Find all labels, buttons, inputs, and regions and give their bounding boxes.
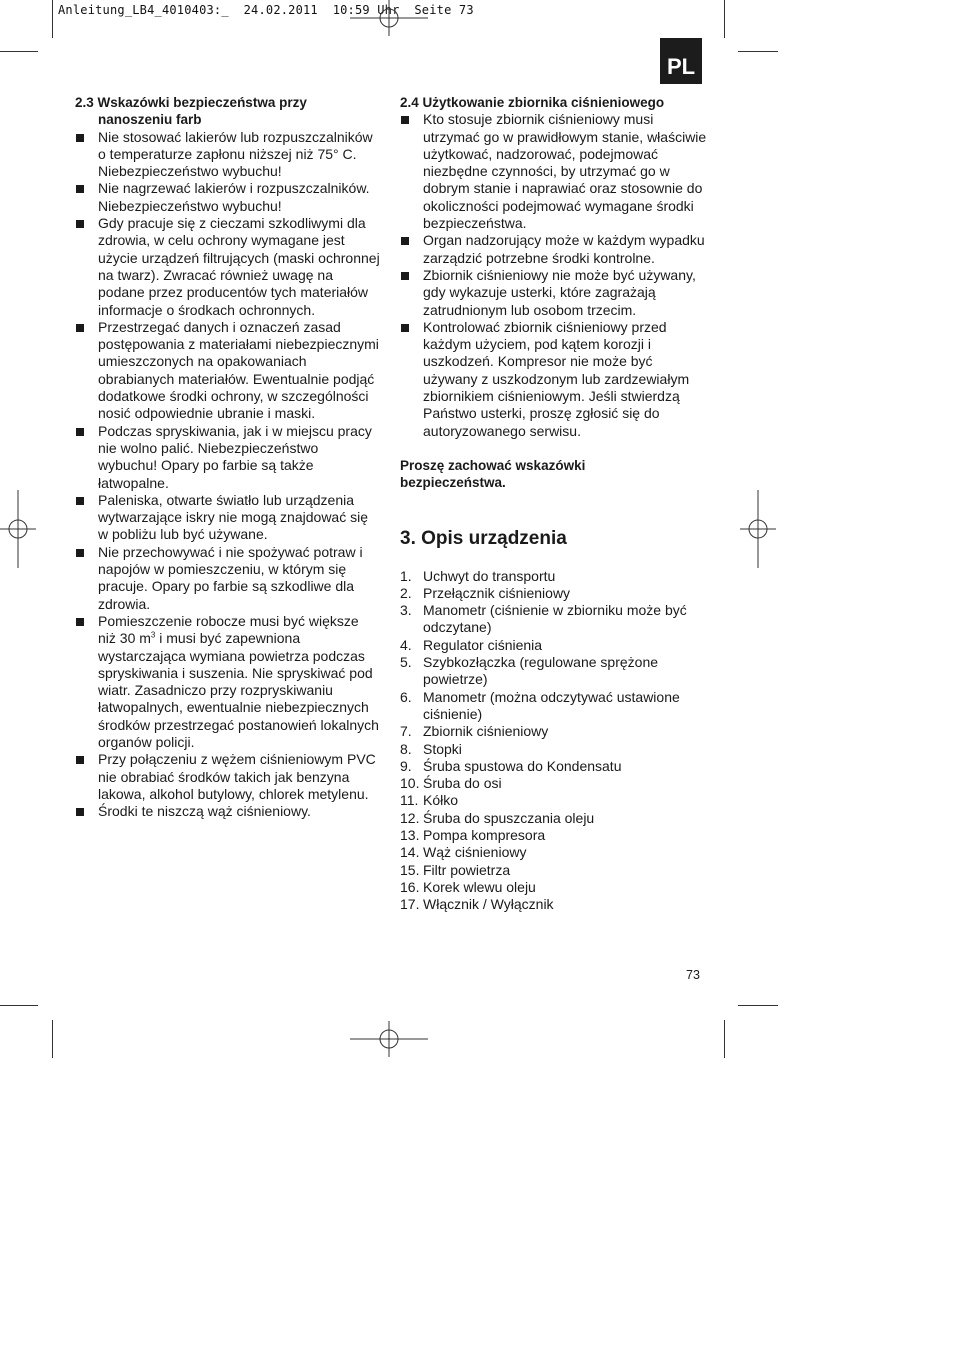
registration-mark-icon (350, 1021, 428, 1057)
parts-item-number: 4. (400, 636, 412, 653)
parts-item-number: 16. (400, 878, 420, 895)
bullet-square-icon (76, 428, 84, 436)
crop-mark (52, 0, 53, 38)
parts-item-number: 15. (400, 861, 420, 878)
crop-mark (738, 51, 778, 52)
bullet-square-icon (401, 272, 409, 280)
bullet-item (75, 215, 380, 319)
parts-item-text: Śruba do spuszczania oleju (423, 809, 595, 826)
bullet-square-icon (76, 549, 84, 557)
parts-item-number: 17. (400, 896, 420, 913)
parts-item-number: 9. (400, 757, 412, 774)
bullet-item (400, 232, 710, 267)
bullet-text: Nie nagrzewać lakierów i rozpuszczalników. Niebezpieczeństwo wybuchu! (98, 180, 370, 214)
section-heading-line: nanoszeniu farb (98, 112, 202, 128)
bullet-text: Kto stosuje zbiornik ciśnieniowy musi utrzymać go w prawidłowym stanie, właściwie użytkować, nadzorować, podejmować niezbędne czynności, by utrzymać go w dobrym stanie i naprawiać oraz stosownie do okoliczności podejmować wymagane środki bezpieczeństwa. (423, 111, 707, 232)
section-heading-2-4: 2.4 Użytkowanie zbiornika ciśnieniowego (400, 95, 665, 110)
crop-mark (738, 1005, 778, 1006)
parts-item-text: Uchwyt do transportu (423, 567, 556, 584)
bullet-text: Gdy pracuje się z cieczami szkodliwymi dla zdrowia, w celu ochrony wymagane jest użycie urządzeń filtrujących (maski ochronnej na twarz). Zwracać również uwagę na podane przez producentów tych materiałów informacje o środkach ochronnych. (98, 215, 380, 318)
bullet-text: Paleniska, otwarte światło lub urządzenia wytwarzające iskry nie mogą znajdować się w pobliżu lub być używane. (98, 491, 368, 543)
parts-item-number: 5. (400, 654, 412, 671)
bullet-item (75, 180, 380, 215)
bullet-item (75, 319, 380, 423)
bullet-item (75, 129, 380, 181)
bullet-item (75, 751, 380, 803)
parts-list-item (400, 758, 710, 775)
bullet-text: Pomieszczenie robocze musi być większe niż 30 m (98, 612, 359, 647)
bullet-text: Przy połączeniu z wężem ciśnieniowym PVC nie obrabiać środków takich jak benzyna lakowa, alkohol butylowy, chlorek metylenu. (98, 751, 376, 802)
parts-list-item (400, 741, 710, 758)
bullet-text: Środki te niszczą wąż ciśnieniowy. (98, 803, 311, 820)
parts-item-text: Śruba spustowa do Kondensatu (423, 757, 622, 774)
parts-item-number: 11. (400, 792, 419, 809)
parts-item-text: Włącznik / Wyłącznik (423, 896, 554, 913)
language-badge: PL (660, 38, 702, 84)
parts-item-text: Manometr (można odczytywać ustawione ciśnienie) (423, 688, 680, 722)
parts-list-item (400, 810, 710, 827)
bullet-item (75, 803, 380, 820)
parts-item-text: Filtr powietrza (423, 861, 511, 878)
crop-mark (0, 1005, 38, 1006)
crop-mark (724, 0, 725, 38)
parts-item-text: Kółko (423, 792, 459, 809)
parts-item-text: Korek wlewu oleju (423, 878, 536, 895)
main-heading: 3. Opis urządzenia (400, 527, 567, 549)
crop-mark (724, 1020, 725, 1058)
superscript: 3 (150, 630, 156, 640)
bullet-item (400, 319, 710, 440)
bullet-item (75, 423, 380, 492)
parts-list-item (400, 637, 710, 654)
parts-list-item (400, 602, 710, 637)
bullet-text: Kontrolować zbiornik ciśnieniowy przed każdym użyciem, pod kątem korozji i uszkodzeń. Kompresor nie może być używany z uszkodzonym lub zardzewiałym zbiornikiem ciśnieniowym. Jeśli stwierdzą Państwo usterki, proszę zgłosić się do autoryzowanego serwisu. (423, 318, 690, 439)
bullet-square-icon (76, 808, 84, 816)
parts-list-item (400, 879, 710, 896)
bullet-square-icon (76, 185, 84, 193)
bullet-text: Nie stosować lakierów lub rozpuszczalników o temperaturze zapłonu niższej niż 75° C. Niebezpieczeństwo wybuchu! (98, 128, 373, 180)
registration-mark-icon (0, 490, 36, 568)
crop-mark (52, 1020, 53, 1058)
parts-list-item (400, 689, 710, 724)
parts-list-item (400, 568, 710, 585)
bullet-item (75, 544, 380, 613)
parts-item-number: 10. (400, 775, 420, 792)
parts-list-item (400, 862, 710, 879)
registration-mark-icon (740, 490, 776, 568)
parts-item-text: Stopki (423, 740, 462, 757)
parts-item-text: Wąż ciśnieniowy (423, 844, 527, 861)
page-number: 73 (686, 968, 700, 982)
parts-item-number: 12. (400, 809, 420, 826)
bullet-square-icon (76, 220, 84, 228)
section-heading-line: 2.3 Wskazówki bezpieczeństwa przy (75, 95, 307, 110)
bullet-square-icon (76, 134, 84, 142)
parts-item-number: 14. (400, 844, 420, 861)
bullet-item (75, 613, 380, 751)
bullet-item (75, 492, 380, 544)
bullet-square-icon (76, 497, 84, 505)
bullet-square-icon (401, 324, 409, 332)
registration-mark-icon (350, 0, 428, 36)
bullet-text: Podczas spryskiwania, jak i w miejscu pracy nie wolno palić. Niebezpieczeństwo wybuchu! Opary po farbie są także łatwopalne. (98, 422, 372, 491)
bullet-square-icon (76, 756, 84, 764)
bullet-item (400, 267, 710, 319)
safety-note: Proszę zachować wskazówki bezpieczeństwa. (400, 457, 586, 491)
bullet-square-icon (76, 618, 84, 626)
right-column (400, 94, 710, 913)
parts-item-text: Śruba do osi (423, 775, 502, 792)
bullet-square-icon (401, 116, 409, 124)
parts-list-item (400, 792, 710, 809)
bullet-square-icon (401, 237, 409, 245)
parts-item-text: Regulator ciśnienia (423, 636, 543, 653)
left-column (75, 94, 380, 820)
bullet-text: Przestrzegać danych i oznaczeń zasad postępowania z materiałami niebezpiecznymi umieszczonych na opakowaniach obrabianych materiałów. Ewentualnie podjąć dodatkowe środki ochrony, w szczególności nosić odpowiednie ubranie i maski. (98, 318, 379, 422)
crop-mark (0, 51, 38, 52)
parts-item-text: Szybkozłączka (regulowane sprężone powietrze) (423, 654, 659, 688)
parts-item-number: 13. (400, 826, 420, 843)
bullet-item (400, 111, 710, 232)
parts-list-item (400, 654, 710, 689)
bullet-text: Zbiornik ciśnieniowy nie może być używany, gdy wykazuje usterki, które zagrażają zatrudnionym lub osobom trzecim. (423, 266, 696, 318)
bullet-text: Nie przechowywać i nie spożywać potraw i napojów w pomieszczeniu, w którym się pracuje. Opary po farbie są szkodliwe dla zdrowia. (98, 543, 363, 612)
parts-list-item (400, 844, 710, 861)
parts-list-item (400, 775, 710, 792)
parts-list-item (400, 827, 710, 844)
parts-item-number: 6. (400, 688, 412, 705)
parts-list (400, 568, 710, 914)
parts-list-item (400, 585, 710, 602)
parts-item-number: 7. (400, 723, 412, 740)
bullet-square-icon (76, 324, 84, 332)
bullet-text: Organ nadzorujący może w każdym wypadku zarządzić potrzebne środki kontrolne. (423, 232, 705, 266)
parts-item-number: 1. (400, 567, 412, 584)
parts-item-text: Manometr (ciśnienie w zbiorniku może być odczytane) (423, 602, 687, 636)
print-header: Anleitung_LB4_4010403:_ 24.02.2011 10:59 Uhr Seite 73 (58, 3, 474, 17)
parts-item-text: Pompa kompresora (423, 826, 546, 843)
bullet-text: i musi być zapewniona wystarczająca wymiana powietrza podczas spryskiwania i suszenia. Nie spryskiwać pod wiatr. Zasadniczo przy rozpryskiwaniu łatwopalnych, ewentualnie niebezpiecznych środków przestrzegać postanowień lokalnych organów policji. (98, 630, 379, 750)
parts-list-item (400, 723, 710, 740)
parts-item-number: 8. (400, 740, 412, 757)
section-heading-2-3 (75, 94, 380, 129)
parts-item-text: Przełącznik ciśnieniowy (423, 584, 571, 601)
parts-list-item (400, 896, 710, 913)
parts-item-text: Zbiornik ciśnieniowy (423, 723, 549, 740)
parts-item-number: 2. (400, 584, 412, 601)
parts-item-number: 3. (400, 602, 412, 619)
